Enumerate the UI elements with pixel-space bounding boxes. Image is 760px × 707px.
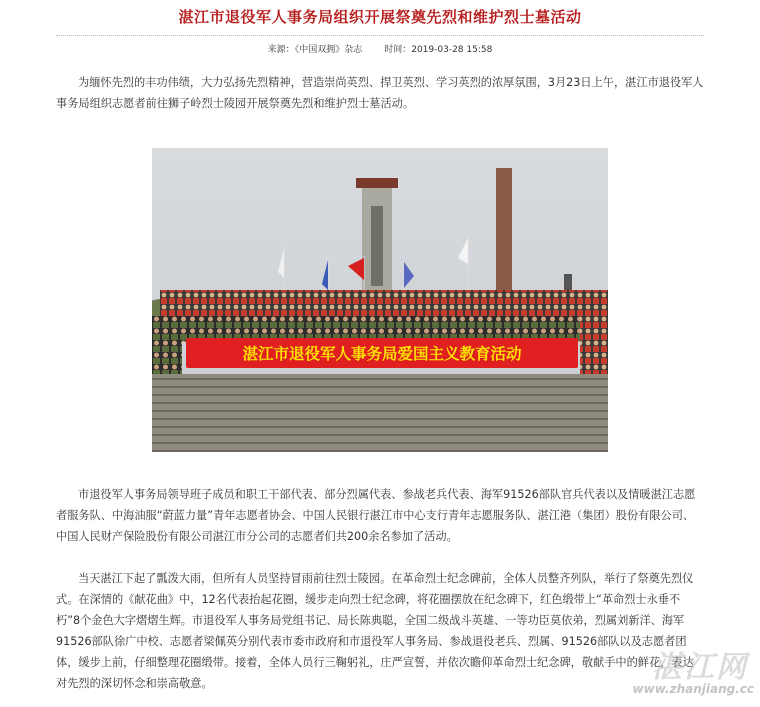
article-paragraph-1: 为缅怀先烈的丰功伟绩，大力弘扬先烈精神，营造崇尚英烈、捍卫英烈、学习英烈的浓厚氛围，3月23日上午，湛江市退役军人事务局组织志愿者前往狮子岭烈士陵园开展祭奠先烈和维护烈士墓活动。 (56, 76, 704, 110)
time-value: 2019-03-28 15:58 (411, 45, 493, 55)
watermark-url: www.zhanjiang.cc (632, 682, 754, 696)
time-label: 时间： (384, 45, 412, 55)
article-photo[interactable] (152, 148, 608, 452)
article-meta (0, 42, 760, 55)
article-paragraph-3: 当天湛江下起了瓢泼大雨，但所有人员坚持冒雨前往烈士陵园。在革命烈士纪念碑前，全体人员整齐列队，举行了祭奠先烈仪式。在深情的《献花曲》中，12名代表抬起花圈，缓步走向烈士纪念碑，将花圈摆放在纪念碑下，红色缎带上“革命烈士永垂不朽”8个金色大字熠熠生辉。市退役军人事务局党组书记、局长陈典聪，全国二级战斗英雄、一等功臣莫依弟，烈属刘新洋、海军91526部队徐广中校、志愿者梁佩英分别代表市委市政府和市退役军人事务局、参战退役老兵、烈属、91526部队以及志愿者团体，缓步上前，仔细整理花圈缎带。接着，全体人员行三鞠躬礼，庄严宣誓，并依次瞻仰革命烈士纪念碑，敬献手中的鲜花，表达对先烈的深切怀念和崇高敬意。 (56, 572, 694, 690)
banner-text: 湛江市退役军人事务局爱国主义教育活动 (242, 345, 522, 363)
article-title: 湛江市退役军人事务局组织开展祭奠先烈和维护烈士墓活动 (178, 8, 582, 26)
crowd-back (160, 290, 608, 320)
title-divider (56, 35, 704, 36)
chimney (496, 168, 512, 296)
source-value[interactable]: 《中国双拥》杂志 (294, 45, 363, 55)
photo-banner (186, 338, 578, 368)
article-paragraph-2: 市退役军人事务局领导班子成员和职工干部代表、部分烈属代表、参战老兵代表、海军91526部队官兵代表以及情暖湛江志愿者服务队、中海油服“蔚蓝力量”青年志愿者协会、中国人民银行湛江市中心支行青年志愿服务队、湛江港（集团）股份有限公司、中国人民财产保险股份有限公司湛江市分公司的志愿者们共200余名参加了活动。 (56, 488, 696, 543)
photo-steps (152, 374, 608, 452)
watermark-brand: 湛江网 (652, 650, 748, 685)
source-label: 来源： (267, 45, 295, 55)
